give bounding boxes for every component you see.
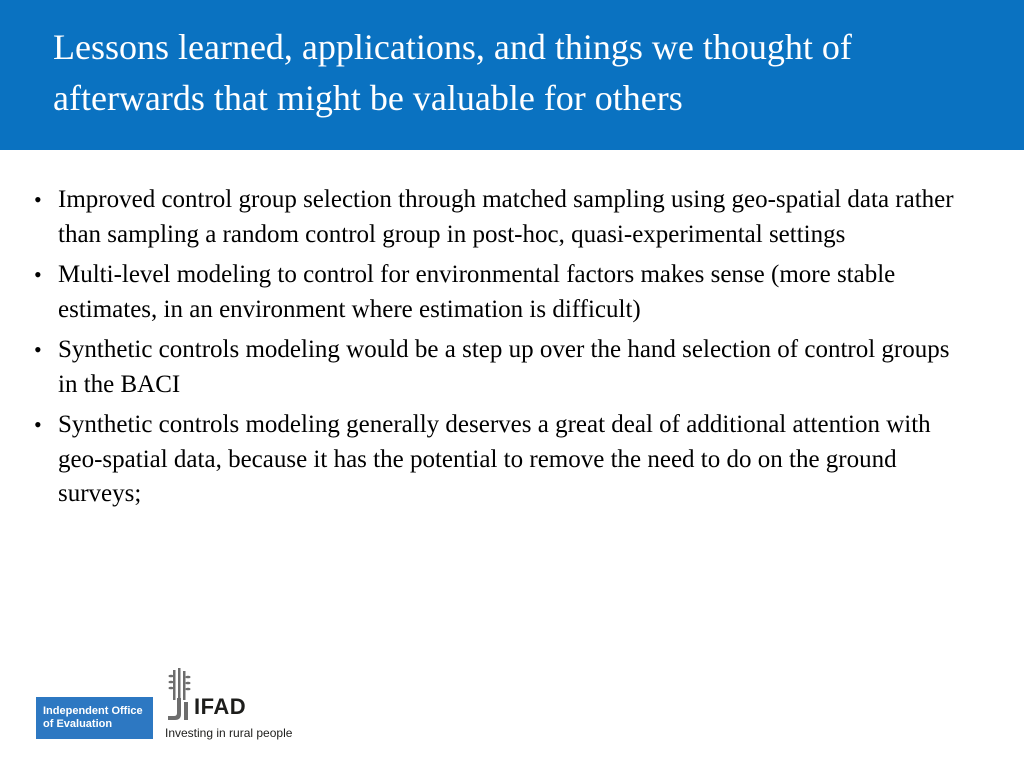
- bullet-text: Synthetic controls modeling would be a step up over the hand selection of control groups in the BACI: [58, 336, 950, 398]
- bullet-dot-icon: •: [34, 262, 42, 287]
- bullet-text: Improved control group selection through matched sampling using geo-spatial data rather than sampling a random control group in post-hoc, quasi-experimental settings: [58, 186, 954, 248]
- bullet-dot-icon: •: [34, 187, 42, 212]
- bullet-item: [34, 258, 954, 327]
- bullet-text: Multi-level modeling to control for environmental factors makes sense (more stable estimates, in an environment where estimation is difficult): [58, 261, 896, 323]
- ioe-logo-line1: Independent Office: [43, 705, 143, 717]
- bullet-dot-icon: •: [34, 412, 42, 437]
- ifad-logo: [164, 668, 304, 742]
- bullet-dot-icon: •: [34, 337, 42, 362]
- bullet-text: Synthetic controls modeling generally deserves a great deal of additional attention with geo-spatial data, because it has the potential to remove the need to do on the ground surveys;: [58, 411, 931, 507]
- title-banner: [0, 0, 1024, 150]
- ifad-tagline: Investing in rural people: [165, 726, 293, 740]
- bullet-item: [34, 408, 954, 512]
- ifad-wheat-icon: [164, 668, 194, 724]
- bullet-item: [34, 333, 954, 402]
- ifad-wordmark: IFAD: [194, 694, 247, 719]
- ioe-logo-line2: of Evaluation: [43, 718, 113, 730]
- bullet-list: [34, 183, 954, 518]
- slide-title: Lessons learned, applications, and things we thought of afterwards that might be valuable for others: [53, 27, 852, 118]
- ioe-logo: [36, 697, 153, 739]
- bullet-item: [34, 183, 954, 252]
